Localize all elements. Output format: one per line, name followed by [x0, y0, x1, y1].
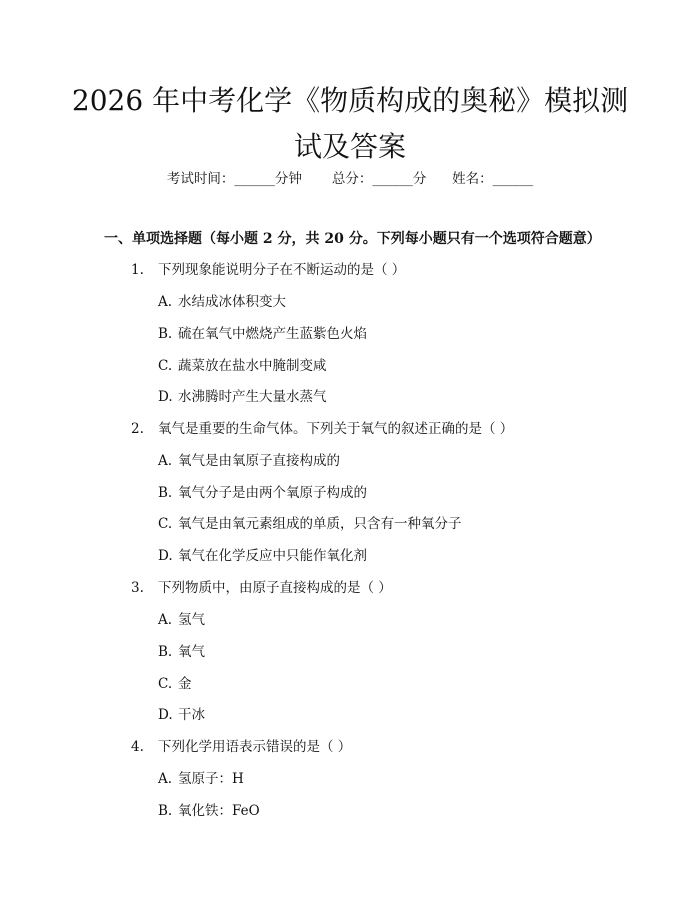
document-title	[60, 78, 640, 170]
option-text: 氧气分子是由两个氧原子构成的	[178, 485, 367, 501]
option-text: 蔬菜放在盐水中腌制变咸	[178, 358, 327, 374]
option-letter: B.	[158, 803, 173, 819]
exam-info-line	[0, 168, 700, 190]
question-1-option-b	[158, 323, 367, 345]
question-4	[131, 736, 351, 758]
question-3-option-d	[158, 704, 205, 726]
option-letter: C.	[158, 358, 173, 374]
option-letter: B.	[158, 326, 173, 342]
option-letter: C.	[158, 676, 173, 692]
title-line-2: 试及答案	[293, 130, 406, 163]
total-score-field: 总分：______分	[331, 171, 427, 187]
option-text: 氢气	[178, 612, 205, 628]
question-4-option-b	[158, 800, 260, 822]
question-4-option-a	[158, 768, 244, 790]
option-text: 干冰	[178, 707, 205, 723]
option-text: 氢原子：H	[178, 771, 244, 787]
question-2-option-d	[158, 545, 367, 567]
question-number: 2.	[131, 421, 144, 437]
question-stem: 下列现象能说明分子在不断运动的是（ ）	[158, 262, 406, 278]
option-letter: C.	[158, 516, 173, 532]
option-letter: B.	[158, 644, 173, 660]
question-2-option-a	[158, 450, 340, 472]
option-text: 水沸腾时产生大量水蒸气	[178, 389, 327, 405]
option-text: 金	[178, 676, 192, 692]
option-letter: A.	[158, 294, 173, 310]
question-3	[131, 577, 392, 599]
question-1	[131, 259, 405, 281]
question-number: 3.	[131, 580, 144, 596]
option-text: 硫在氧气中燃烧产生蓝紫色火焰	[178, 326, 367, 342]
option-letter: A.	[158, 612, 173, 628]
exam-time-field: 考试时间：______分钟	[166, 171, 302, 187]
option-text: 水结成冰体积变大	[178, 294, 286, 310]
question-stem: 下列化学用语表示错误的是（ ）	[158, 739, 352, 755]
option-letter: A.	[158, 453, 173, 469]
question-2	[131, 418, 513, 440]
title-line-1: 2026 年中考化学《物质构成的奥秘》模拟测	[71, 84, 629, 117]
option-letter: B.	[158, 485, 173, 501]
section-heading: 一、单项选择题（每小题 2 分，共 20 分。下列每小题只有一个选项符合题意）	[104, 231, 601, 247]
option-letter: D.	[158, 548, 173, 564]
option-letter: D.	[158, 707, 173, 723]
option-text: 氧气	[178, 644, 205, 660]
question-2-option-c	[158, 513, 462, 535]
option-text: 氧气在化学反应中只能作氧化剂	[178, 548, 367, 564]
option-text: 氧化铁：FeO	[178, 803, 260, 819]
question-1-option-a	[158, 291, 286, 313]
option-letter: A.	[158, 771, 173, 787]
question-1-option-c	[158, 355, 327, 377]
question-stem: 下列物质中，由原子直接构成的是（ ）	[158, 580, 392, 596]
question-3-option-b	[158, 641, 205, 663]
option-letter: D.	[158, 389, 173, 405]
question-3-option-c	[158, 673, 192, 695]
question-stem: 氧气是重要的生命气体。下列关于氧气的叙述正确的是（ ）	[158, 421, 514, 437]
question-1-option-d	[158, 386, 327, 408]
question-2-option-b	[158, 482, 367, 504]
question-3-option-a	[158, 609, 205, 631]
question-number: 1.	[131, 262, 144, 278]
option-text: 氧气是由氧原子直接构成的	[178, 453, 340, 469]
question-number: 4.	[131, 739, 144, 755]
option-text: 氧气是由氧元素组成的单质，只含有一种氧分子	[178, 516, 462, 532]
student-name-field: 姓名：______	[452, 171, 534, 187]
